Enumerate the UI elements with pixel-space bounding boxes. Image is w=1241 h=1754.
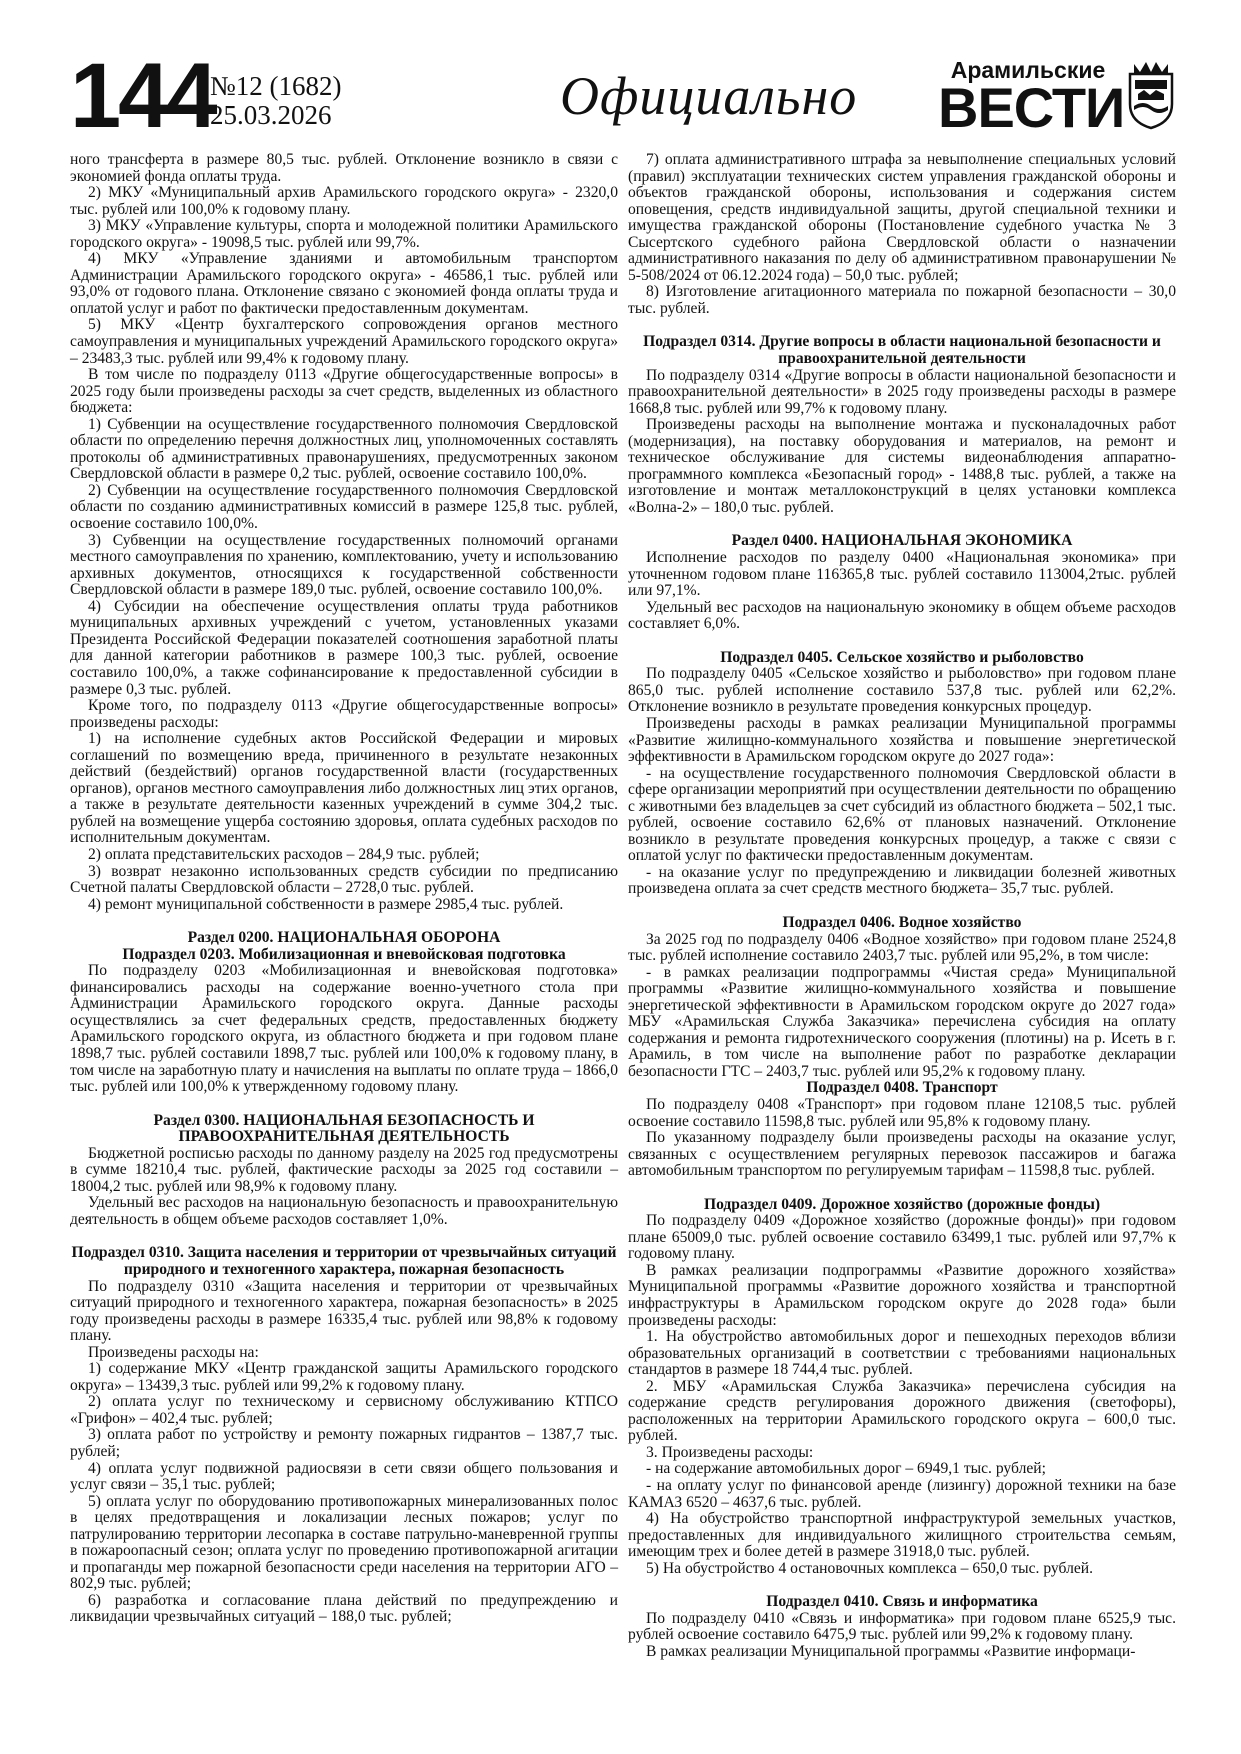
paragraph: 3) оплата работ по устройству и ремонту пожарных гидрантов – 1387,7 тыс. рублей; [70,1426,618,1461]
subsection-heading: Подраздел 0408. Транспорт [806,1079,998,1097]
paragraph: Произведены расходы на выполнение монтажа и пусконаладочных работ (модернизация), на поставку оборудования и материалов, на ремонт и техническое обслуживание для системы видеонаблюдения аппаратно-программного комплекса «Безопасный город» - 1488,8 тыс. рублей, а также на изготовление и монтаж металлоконструкций в целях установки комплекса «Волна-2» – 180,0 тыс. рублей. [628,416,1176,516]
paragraph: - на содержание автомобильных дорог – 6949,1 тыс. рублей; [646,1460,1046,1478]
paragraph: По подразделу 0408 «Транспорт» при годовом плане 12108,5 тыс. рублей освоение составило 11598,8 тыс. рублей или 95,8% к годовому плану. [628,1095,1176,1130]
paragraph: 4) Субсидии на обеспечение осуществления оплаты труда работников муниципальных архивных учреждений с учетом, установленных указами Президента Российской Федерации показателей соотношения заработной платы для данной категории работников в размере 100,3 тыс. рублей, освоение составило 100,0%, а также софинансирование к предоставленной субсидии в размере 0,3 тыс. рублей. [70,597,618,698]
page-header [0,0,1241,150]
paragraph: 7) оплата административного штрафа за невыполнение специальных условий (правил) эксплуатации технических систем управления гражданской обороны и объектов гражданской обороны, использования и содержания систем оповещения, средств индивидуальной защиты, другой специальной техники и имущества гражданской обороны (Постановление судебного участка № 3 Сысертского судебного района Свердловской области о назначении административного наказания по делу об административном правонарушении № 5-508/2024 от 06.12.2024 года) – 50,0 тыс. рублей; [628,151,1176,284]
paragraph: По подразделу 0409 «Дорожное хозяйство (дорожные фонды)» при годовом плане 65009,0 тыс. рублей освоение составило 63499,1 тыс. рублей или 97,7% к годовому плану. [628,1212,1176,1263]
paragraph: - на оказание услуг по предупреждению и ликвидации болезней животных произведена оплата за счет средств местного бюджета– 35,7 тыс. рублей. [628,863,1176,898]
paragraph: 2) оплата представительских расходов – 284,9 тыс. рублей; [88,845,480,863]
paragraph: ного трансферта в размере 80,5 тыс. рублей. Отклонение возникло в связи с экономией фонда оплаты труда. [70,151,618,185]
subsection-heading: Подраздел 0406. Водное хозяйство [782,913,1022,931]
logo-main-text: ВЕСТИ [938,76,1125,139]
paragraph: 1. На обустройство автомобильных дорог и пешеходных переходов вблизи образовательных организаций в соответствии с требованиями национальных стандартов в размере 18 744,4 тыс. рублей. [628,1328,1176,1379]
section-heading: Раздел 0300. НАЦИОНАЛЬНАЯ БЕЗОПАСНОСТЬ И ПРАВООХРАНИТЕЛЬНАЯ ДЕЯТЕЛЬНОСТЬ [153,1111,535,1146]
paragraph: Бюджетной росписью расходы по данному разделу на 2025 год предусмотрены в сумме 18210,4 тыс. рублей, фактические расходы за 2025 год составили – 18004,2 тыс. рублей или 98,9% к годовому плану. [70,1144,618,1195]
paragraph: 1) содержание МКУ «Центр гражданской защиты Арамильского городского округа» – 13439,3 тыс. рублей или 99,2% к годовому плану. [70,1360,618,1394]
coat-of-arms-icon [1126,60,1176,130]
paragraph: 3) МКУ «Управление культуры, спорта и молодежной политики Арамильского городского округа» - 19098,5 тыс. рублей или 99,7%. [70,217,618,251]
subsection-heading: Подраздел 0310. Защита населения и территории от чрезвычайных ситуаций природного и техногенного характера, пожарная безопасность [71,1244,617,1278]
paragraph: 2) Субвенции на осуществление государственного полномочия Свердловской области по созданию административных комиссий в размере 125,8 тыс. рублей, освоение составило 100,0%. [70,481,618,533]
paragraph: 3. Произведены расходы: [646,1443,814,1461]
paragraph: 5) оплата услуг по оборудованию противопожарных минерализованных полос в целях предотвращения и локализации лесных пожаров; услуг по патрулированию территории лесопарка в составе патрульно-маневренной группы в пожароопасный сезон; оплата услуг по проведению противопожарной агитации и пропаганды мер пожарной безопасности среди населения на территории АГО – 802,9 тыс. рублей; [70,1492,618,1593]
paragraph: 2) МКУ «Муниципальный архив Арамильского городского округа» - 2320,0 тыс. рублей или 100,0% к годовому плану. [70,184,618,218]
subsection-heading: Подраздел 0410. Связь и информатика [766,1593,1038,1611]
page-number: 144 [70,45,215,147]
paragraph: 4) МКУ «Управление зданиями и автомобильным транспортом Администрации Арамильского городского округа» - 46586,1 тыс. рублей или 93,0% от годового плана. Отклонение связано с экономией фонда оплаты труда и оплатой услуг и работ по фактически предоставленным документам. [70,250,618,317]
paragraph: 3) Субвенции на осуществление государственных полномочий органами местного самоуправления по хранению, комплектованию, учету и использованию архивных документов, относящихся к государственной собственности Свердловской области в размере 189,0 тыс. рублей, освоение составило 100,0%. [70,531,618,599]
paragraph: 1) на исполнение судебных актов Российской Федерации и мировых соглашений по возмещению вреда, причиненного в результате незаконных действий (бездействий) органов государственной власти (государственных органов), органов местного самоуправления либо должностных лиц этих органов, а также в результате деятельности казенных учреждений в сумме 304,2 тыс. рублей на возмещение ущерба состоянию здоровья, оплата судебных расходов по исполнительным документам. [70,730,618,847]
paragraph: 1) Субвенции на осуществление государственного полномочия Свердловской области по определению перечня должностных лиц, уполномоченных составлять протоколы об административных правонарушениях, предусмотренных законом Свердловской области в размере 0,2 тыс. рублей, освоение составило 100,0%. [70,415,618,483]
paragraph: - на осуществление государственного полномочия Свердловской области в сфере организации мероприятий при осуществлении деятельности по обращению с животными без владельцев за счет субсидий из областного бюджета – 502,1 тыс. рублей, освоение составило 62,6% от плановых назначений. Отклонение возникло в результате проведения конкурсных процедур, а также с связи с оплатой услуг по фактически предоставленным документам. [628,764,1176,865]
paragraph: Исполнение расходов по разделу 0400 «Национальная экономика» при уточненном годовом плане 116365,8 тыс. рублей составило 113004,2тыс. рублей или 97,1%. [628,549,1176,600]
issue-number: №12 (1682) [210,71,342,101]
paragraph: По указанному подразделу были произведены расходы на оказание услуг, связанных с осуществлением регулярных перевозок пассажиров и багажа автомобильным транспортом по регулируемым тарифам – 11598,8 тыс. рублей. [628,1129,1176,1180]
paragraph: Удельный вес расходов на национальную безопасность и правоохранительную деятельность в общем объеме расходов составляет 1,0%. [70,1194,618,1228]
paragraph: - на оплату услуг по финансовой аренде (лизингу) дорожной техники на базе КАМАЗ 6520 – 4637,6 тыс. рублей. [628,1477,1176,1511]
paragraph: По подразделу 0405 «Сельское хозяйство и рыболовство» при годовом плане 865,0 тыс. рублей исполнение составило 537,8 тыс. рублей или 62,2%. Отклонение возникло в результате проведения конкурсных процедур. [628,665,1176,716]
subsection-heading: Подраздел 0314. Другие вопросы в области национальной безопасности и правоохранительной деятельности [643,333,1161,368]
paragraph: Кроме того, по подразделу 0113 «Другие общегосударственные вопросы» произведены расходы: [70,697,618,731]
paragraph: По подразделу 0203 «Мобилизационная и вневойсковая подготовка» финансировались расходы на содержание военно-учетного стола при Администрации Арамильского городского округа. Данные расходы осуществлялись за счет федеральных средств, предоставленных бюджету Арамильского городского округа, из областного бюджета и при годовом плане 1898,7 тыс. рублей составили 1898,7 тыс. рублей или 100,0% к годовому плану, в том числе на заработную плату и начисления на выплаты по оплате труда – 1866,0 тыс. рублей или 100,0% к утвержденному годовому плану. [70,962,618,1096]
paragraph: 5) На обустройство 4 остановочных комплекса – 650,0 тыс. рублей. [646,1559,1094,1577]
paragraph: В том числе по подразделу 0113 «Другие общегосударственные вопросы» в 2025 году были произведены расходы за счет средств, выделенных из областного бюджета: [70,366,618,417]
paragraph: - в рамках реализации подпрограммы «Чистая среда» Муниципальной программы «Развитие жилищно-коммунального хозяйства и повышение энергетической эффективности в Арамильском городском округе до 2027 года» МБУ «Арамильская Служба Заказчика» перечислена субсидия на оплату содержания и ремонта гидротехнического сооружения (плотины) на р. Исеть в г. Арамиль, в том числе на выполнение работ по разработке декларации безопасности ГТС – 2403,7 тыс. рублей или 95,2% к годовому плану. [628,963,1176,1080]
section-heading: Раздел 0200. НАЦИОНАЛЬНАЯ ОБОРОНА [187,929,501,947]
paragraph: 4) оплата услуг подвижной радиосвязи в сети связи общего пользования и услуг связи – 35,1 тыс. рублей; [70,1459,618,1494]
paragraph: 3) возврат незаконно использованных средств субсидии по предписанию Счетной палаты Свердловской области – 2728,0 тыс. рублей. [70,862,618,897]
paragraph: По подразделу 0310 «Защита населения и территории от чрезвычайных ситуаций природного и техногенного характера, пожарная безопасность» в 2025 году произведены расходы в размере 16335,4 тыс. рублей или 98,8% к годовому плану. [70,1277,618,1345]
paragraph: По подразделу 0410 «Связь и информатика» при годовом плане 6525,9 тыс. рублей освоение составило 6475,9 тыс. рублей или 99,2% к годовому плану. [628,1609,1176,1644]
logo-top-text: Арамильские [950,57,1106,83]
subsection-heading: Подраздел 0405. Сельское хозяйство и рыболовство [720,648,1084,666]
section-title: Официально [560,66,858,126]
subsection-heading: Подраздел 0409. Дорожное хозяйство (дорожные фонды) [703,1195,1101,1213]
paragraph: 8) Изготовление агитационного материала по пожарной безопасности – 30,0 тыс. рублей. [628,283,1176,317]
issue-info [210,72,342,130]
right-column [628,152,1176,1660]
paragraph: За 2025 год по подразделу 0406 «Водное хозяйство» при годовом плане 2524,8 тыс. рублей исполнение составило 2403,7 тыс. рублей или 95,2%, в том числе: [628,930,1176,965]
issue-date: 25.03.2026 [210,100,332,130]
left-column [70,152,618,1626]
subsection-heading: Подраздел 0203. Мобилизационная и вневойсковая подготовка [122,945,566,963]
paragraph: 2. МБУ «Арамильская Служба Заказчика» перечислена субсидия на содержание средств регулирования дорожного движения (светофоры), расположенных на территории Арамильского городского округа – 600,0 тыс. рублей. [628,1377,1176,1445]
paragraph: 4) На обустройство транспортной инфраструктурой земельных участков, предоставленных для индивидуального жилищного строительства семьям, имеющим трех и более детей в размере 31918,0 тыс. рублей. [628,1510,1176,1561]
paragraph: В рамках реализации подпрограммы «Развитие дорожного хозяйства» Муниципальной программы «Развитие дорожного хозяйства и транспортной инфраструктуры в Арамильском городском округе до 2028 года» были произведены расходы: [628,1261,1176,1329]
paragraph: 2) оплата услуг по техническому и сервисному обслуживанию КТПСО «Грифон» – 402,4 тыс. рублей; [70,1393,618,1427]
newspaper-logo [938,57,1125,139]
section-heading: Раздел 0400. НАЦИОНАЛЬНАЯ ЭКОНОМИКА [731,532,1073,550]
paragraph: По подразделу 0314 «Другие вопросы в области национальной безопасности и правоохранительной деятельности» в 2025 году произведены расходы в размере 1668,8 тыс. рублей или 99,7% к годовому плану. [628,366,1176,417]
paragraph: 4) ремонт муниципальной собственности в размере 2985,4 тыс. рублей. [88,895,564,913]
paragraph: 6) разработка и согласование плана действий по предупреждению и ликвидации чрезвычайных ситуаций – 188,0 тыс. рублей; [70,1591,618,1626]
paragraph: Произведены расходы в рамках реализации Муниципальной программы «Развитие жилищно-коммунального хозяйства и повышение энергетической эффективности в Арамильском городском округе до 2027 года»: [628,714,1176,766]
paragraph: Удельный вес расходов на национальную экономику в общем объеме расходов составляет 6,0%. [628,598,1176,633]
paragraph: 5) МКУ «Центр бухгалтерского сопровождения органов местного самоуправления и муниципальных учреждений Арамильского городского округа» – 23483,3 тыс. рублей или 99,4% к годовому плану. [70,316,618,367]
paragraph: Произведены расходы на: [88,1343,259,1361]
paragraph: В рамках реализации Муниципальной программы «Развитие информаци- [646,1642,1136,1660]
